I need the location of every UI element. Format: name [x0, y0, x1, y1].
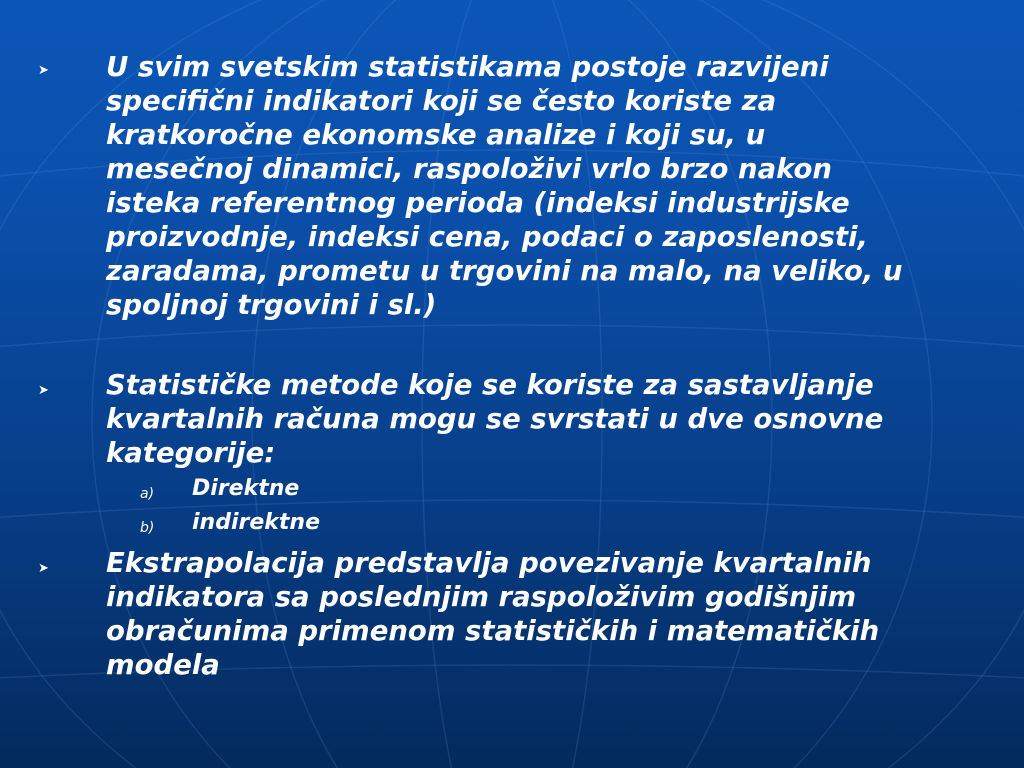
paragraph-line: obračunima primenom statističkih i matematičkih [106, 615, 880, 647]
sub-item-indirektne: indirektne [192, 510, 320, 535]
paragraph-line: kategorije: [106, 437, 276, 469]
bullet-paragraph-2 [106, 368, 1016, 470]
arrowhead-bullet-icon: ➤ [38, 63, 49, 78]
paragraph-line: spoljnoj trgovini i sl.) [106, 289, 437, 321]
paragraph-line: isteka referentnog perioda (indeksi industrijske [106, 187, 850, 219]
sub-item-direktne: Direktne [192, 476, 300, 501]
bullet-paragraph-1 [106, 50, 1016, 322]
paragraph-line: kratkoročne ekonomske analize i koji su, u [106, 119, 766, 151]
arrowhead-bullet-icon: ➤ [38, 383, 49, 398]
sub-item-marker-b: b) [140, 520, 155, 536]
paragraph-line: modela [106, 649, 220, 681]
paragraph-line: U svim svetskim statistikama postoje razvijeni [106, 51, 829, 83]
bullet-paragraph-3 [106, 546, 1016, 682]
paragraph-line: mesečnoj dinamici, raspoloživi vrlo brzo nakon [106, 153, 832, 185]
paragraph-line: Statističke metode koje se koriste za sastavljanje [106, 369, 874, 401]
paragraph-line: zaradama, prometu u trgovini na malo, na veliko, u [106, 255, 903, 287]
paragraph-line: Ekstrapolacija predstavlja povezivanje kvartalnih [106, 547, 872, 579]
sub-item-marker-a: a) [140, 486, 155, 502]
paragraph-line: proizvodnje, indeksi cena, podaci o zaposlenosti, [106, 221, 868, 253]
arrowhead-bullet-icon: ➤ [38, 561, 49, 576]
paragraph-line: kvartalnih računa mogu se svrstati u dve osnovne [106, 403, 884, 435]
paragraph-line: specifični indikatori koji se često koriste za [106, 85, 777, 117]
paragraph-line: indikatora sa poslednjim raspoloživim godišnjim [106, 581, 857, 613]
